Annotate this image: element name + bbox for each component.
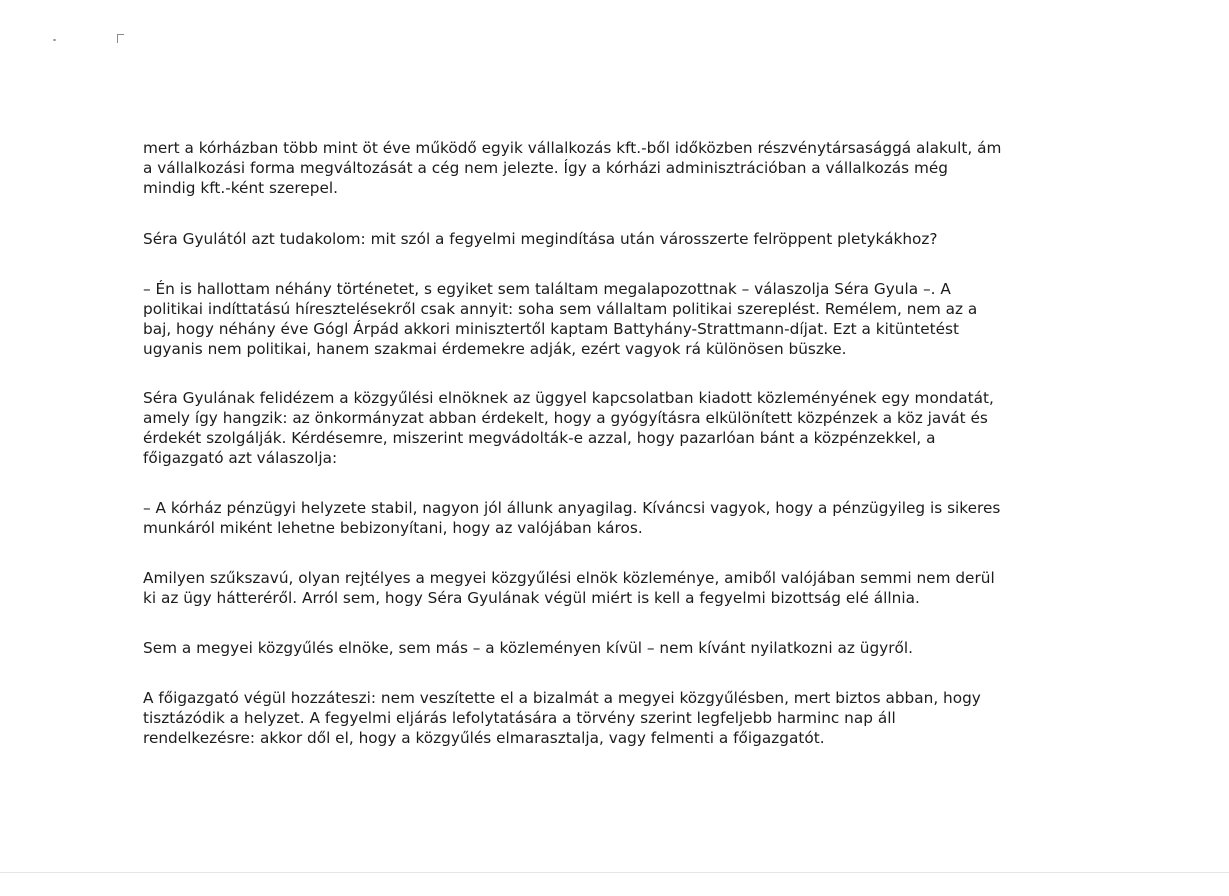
paragraph-1: mert a kórházban több mint öt éve működő egyik vállalkozás kft.-ből időközben részvénytársasággá alakult, ám a vállalkozási forma megváltozását a cég nem jelezte. Így a kórházi adminisztrációban a vállalkozás még mindig kft.-ként szerepel. <box>143 139 1002 197</box>
scan-speck <box>53 39 56 41</box>
paragraph-8: A főigazgató végül hozzáteszi: nem veszítette el a bizalmát a megyei közgyűlésben, mert biztos abban, hogy tisztázódik a helyzet. A fegyelmi eljárás lefolytatására a törvény szerint legfeljebb harminc nap áll rendelkezésre: akkor dől el, hogy a közgyűlés elmarasztalja, vagy felmenti a főigazgatót. <box>143 689 981 747</box>
paragraph-6: Amilyen szűkszavú, olyan rejtélyes a megyei közgyűlési elnök közleménye, amiből valójában semmi nem derül ki az ügy hátteréről. Arról sem, hogy Séra Gyulának végül miért is kell a fegyelmi bizottság elé állnia. <box>143 569 995 607</box>
paragraph-2: Séra Gyulától azt tudakolom: mit szól a fegyelmi megindítása után városszerte felröppent pletykákhoz? <box>143 230 938 248</box>
paragraph-7: Sem a megyei közgyűlés elnöke, sem más – a közleményen kívül – nem kívánt nyilatkozni az ügyről. <box>143 639 913 657</box>
paragraph-4: Séra Gyulának felidézem a közgyűlési elnöknek az üggyel kapcsolatban kiadott közleményének egy mondatát, amely így hangzik: az önkormányzat abban érdekelt, hogy a gyógyításra elkülönített közpénzek a köz javát és érdekét szolgálják. Kérdésemre, miszerint megvádolták-e azzal, hogy pazarlóan bánt a közpénzekkel, a főigazgató azt válaszolja: <box>143 389 994 467</box>
paragraph-3: – Én is hallottam néhány történetet, s egyiket sem találtam megalapozottnak – válaszolja Séra Gyula –. A politikai indíttatású híresztelésekről csak annyit: soha sem vállaltam politikai szereplést. Remélem, nem az a baj, hogy néhány éve Gógl Árpád akkori minisztertől kaptam Battyhány-Strattmann-díjat. Ezt a kitüntetést ugyanis nem politikai, hanem szakmai érdemekre adják, ezért vagyok rá különösen büszke. <box>143 280 978 358</box>
scan-bottom-edge <box>0 872 1229 873</box>
paragraph-5: – A kórház pénzügyi helyzete stabil, nagyon jól állunk anyagilag. Kíváncsi vagyok, hogy a pénzügyileg is sikeres munkáról miként lehetne bebizonyítani, hogy az valójában káros. <box>143 499 1001 537</box>
scan-corner-mark <box>117 34 124 43</box>
